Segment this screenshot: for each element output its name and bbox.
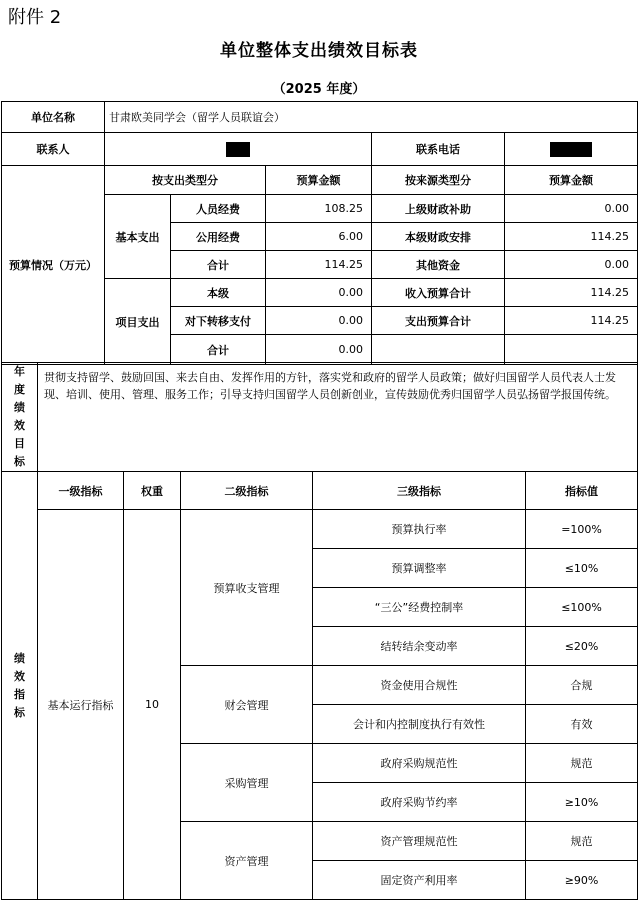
redaction-bar xyxy=(226,142,250,157)
header-by-expense: 按支出类型分 xyxy=(105,166,266,195)
indicator-value: 规范 xyxy=(526,822,638,861)
budget-table xyxy=(1,101,638,365)
level3-indicator: 结转结余变动率 xyxy=(313,627,526,666)
source-label: 其他资金 xyxy=(372,251,505,279)
project-total-label: 合计 xyxy=(171,335,266,365)
indicator-value: ≤100% xyxy=(526,588,638,627)
level1-indicator: 基本运行指标 xyxy=(38,510,124,900)
header-amount: 预算金额 xyxy=(266,166,372,195)
source-label: 收入预算合计 xyxy=(372,279,505,307)
source-value: 0.00 xyxy=(505,251,638,279)
level2-indicator: 采购管理 xyxy=(181,744,313,822)
indicator-value: ≤20% xyxy=(526,627,638,666)
indicator-value: =100% xyxy=(526,510,638,549)
project-expense-label: 项目支出 xyxy=(105,279,171,365)
unit-name-value: 甘肃欧美同学会（留学人员联谊会） xyxy=(105,102,638,133)
level2-indicator: 财会管理 xyxy=(181,666,313,744)
subtotal-value: 114.25 xyxy=(266,251,372,279)
header-level1: 一级指标 xyxy=(38,472,124,510)
level3-indicator: 会计和内控制度执行有效性 xyxy=(313,705,526,744)
source-value: 114.25 xyxy=(505,223,638,251)
indicator-value: 有效 xyxy=(526,705,638,744)
attachment-label: 附件 2 xyxy=(8,7,62,28)
annual-goal-label: 年度绩效目标 xyxy=(2,363,38,472)
phone-label: 联系电话 xyxy=(372,133,505,166)
personnel-label: 人员经费 xyxy=(171,195,266,223)
annual-goal-text: 贯彻支持留学、鼓励回国、来去自由、发挥作用的方针，落实党和政府的留学人员政策；做好归国留学人员代表人士发现、培训、使用、管理、服务工作；引导支持归国留学人员创新创业，宣传鼓励优秀归国留学人员弘扬留学报国传统。 xyxy=(38,363,638,472)
redaction-bar xyxy=(550,142,592,157)
level3-indicator: 预算执行率 xyxy=(313,510,526,549)
level2-indicator: 资产管理 xyxy=(181,822,313,900)
transfer-value: 0.00 xyxy=(266,307,372,335)
header-level2: 二级指标 xyxy=(181,472,313,510)
header-amount: 预算金额 xyxy=(505,166,638,195)
performance-label: 绩效指标 xyxy=(2,472,38,900)
empty-cell xyxy=(372,335,505,365)
source-value: 114.25 xyxy=(505,307,638,335)
level3-indicator: 资金使用合规性 xyxy=(313,666,526,705)
page-title: 单位整体支出绩效目标表 xyxy=(220,41,418,61)
contact-value xyxy=(105,133,372,166)
header-value: 指标值 xyxy=(526,472,638,510)
level3-indicator: 固定资产利用率 xyxy=(313,861,526,900)
source-label: 上级财政补助 xyxy=(372,195,505,223)
level2-indicator: 预算收支管理 xyxy=(181,510,313,666)
level3-indicator: 政府采购规范性 xyxy=(313,744,526,783)
indicator-value: ≥10% xyxy=(526,783,638,822)
source-value: 0.00 xyxy=(505,195,638,223)
indicator-value: ≥90% xyxy=(526,861,638,900)
subtotal-label: 合计 xyxy=(171,251,266,279)
unit-name-label: 单位名称 xyxy=(2,102,105,133)
indicator-value: ≤10% xyxy=(526,549,638,588)
year-label: （2025 年度） xyxy=(272,82,366,97)
personnel-value: 108.25 xyxy=(266,195,372,223)
indicator-value: 合规 xyxy=(526,666,638,705)
transfer-label: 对下转移支付 xyxy=(171,307,266,335)
phone-value xyxy=(505,133,638,166)
project-total-value: 0.00 xyxy=(266,335,372,365)
empty-cell xyxy=(505,335,638,365)
source-label: 本级财政安排 xyxy=(372,223,505,251)
public-value: 6.00 xyxy=(266,223,372,251)
header-by-source: 按来源类型分 xyxy=(372,166,505,195)
level3-indicator: 资产管理规范性 xyxy=(313,822,526,861)
own-level-label: 本级 xyxy=(171,279,266,307)
basic-expense-label: 基本支出 xyxy=(105,195,171,279)
performance-table xyxy=(1,362,638,900)
source-label: 支出预算合计 xyxy=(372,307,505,335)
indicator-value: 规范 xyxy=(526,744,638,783)
level3-indicator: 政府采购节约率 xyxy=(313,783,526,822)
budget-section-label: 预算情况（万元） xyxy=(2,166,105,365)
own-level-value: 0.00 xyxy=(266,279,372,307)
public-label: 公用经费 xyxy=(171,223,266,251)
contact-label: 联系人 xyxy=(2,133,105,166)
weight-value: 10 xyxy=(124,510,181,900)
source-value: 114.25 xyxy=(505,279,638,307)
level3-indicator: “三公”经费控制率 xyxy=(313,588,526,627)
header-weight: 权重 xyxy=(124,472,181,510)
header-level3: 三级指标 xyxy=(313,472,526,510)
level3-indicator: 预算调整率 xyxy=(313,549,526,588)
